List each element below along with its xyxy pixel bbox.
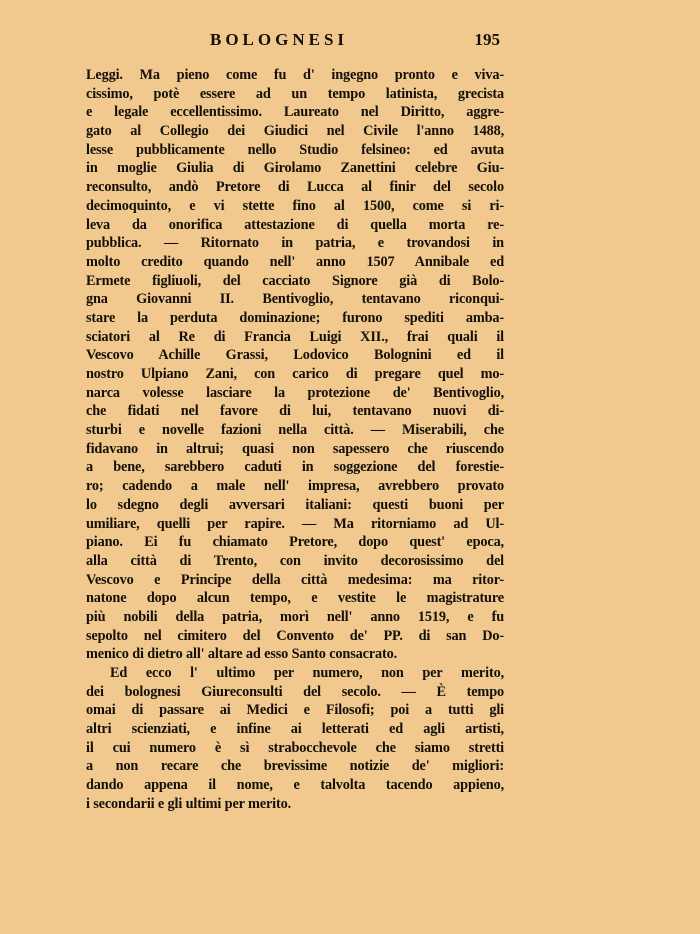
text-line: sturbi e novelle fazioni nella città. — Miserabili, che <box>86 422 504 439</box>
text-line: menico di dietro all' altare ad esso Santo consacrato. <box>86 646 398 663</box>
text-line: sepolto nel cimitero del Convento de' PP. di san Do- <box>86 627 504 644</box>
text-line: e legale eccellentissimo. Laureato nel Diritto, aggre- <box>86 104 504 121</box>
text-line: Vescovo Achille Grassi, Lodovico Bolognini ed il <box>86 347 504 364</box>
text-line: a bene, sarebbero caduti in soggezione del forestie- <box>86 459 504 476</box>
text-line: lesse pubblicamente nello Studio felsineo: ed avuta <box>86 141 504 158</box>
text-line: narca volesse lasciare la protezione de' Bentivoglio, <box>86 384 504 401</box>
text-line: in moglie Giulia di Girolamo Zanettini celebre Giu- <box>86 160 504 177</box>
text-line: reconsulto, andò Pretore di Lucca al finir del secolo <box>86 179 504 196</box>
text-line: gato al Collegio dei Giudici nel Civile l'anno 1488, <box>86 123 504 140</box>
running-title: BOLOGNESI <box>210 30 349 49</box>
text-line: ro; cadendo a male nell' impresa, avrebbero provato <box>86 478 504 495</box>
text-line: i secondarii e gli ultimi per merito. <box>86 795 292 812</box>
text-line: molto credito quando nell' anno 1507 Annibale ed <box>86 253 504 270</box>
page-header <box>86 30 500 54</box>
text-line: natone dopo alcun tempo, e vestite le magistrature <box>86 590 504 607</box>
text-line: alla città di Trento, con invito decorosissimo del <box>86 552 504 569</box>
text-line: sciatori al Re di Francia Luigi XII., frai quali il <box>86 328 504 345</box>
text-line: piano. Ei fu chiamato Pretore, dopo quest' epoca, <box>86 534 504 551</box>
text-line: umiliare, quelli per rapire. — Ma ritorniamo ad Ul- <box>86 515 504 532</box>
text-line: Ermete figliuoli, del cacciato Signore già di Bolo- <box>86 272 504 289</box>
text-line: Ed ecco l' ultimo per numero, non per merito, <box>110 665 504 681</box>
text-line: a non recare che brevissime notizie de' migliori: <box>86 758 504 775</box>
text-line: Leggi. Ma pieno come fu d' ingegno pronto e viva- <box>86 67 504 83</box>
text-line: dei bolognesi Giureconsulti del secolo. — È tempo <box>86 683 504 700</box>
body-text <box>86 66 504 814</box>
text-line: gna Giovanni II. Bentivoglio, tentavano riconqui- <box>86 291 504 308</box>
text-line: dando appena il nome, e talvolta tacendo appieno, <box>86 777 504 794</box>
page-number: 195 <box>474 30 500 49</box>
text-line: nostro Ulpiano Zani, con carico di pregare quel mo- <box>86 366 504 382</box>
text-line: più nobili della patria, morì nell' anno 1519, e fu <box>86 608 504 625</box>
text-line: cissimo, potè essere ad un tempo latinista, grecista <box>86 85 504 102</box>
text-line: altri scienziati, e infine ai letterati ed agli artisti, <box>86 721 504 738</box>
text-line: il cui numero è sì strabocchevole che siamo stretti <box>86 739 504 756</box>
text-line: Vescovo e Principe della città medesima: ma ritor- <box>86 571 504 588</box>
text-line: che fidati nel favore di lui, tentavano nuovi di- <box>86 403 504 420</box>
text-line: stare la perduta dominazione; furono spediti amba- <box>86 309 504 326</box>
text-line: leva da onorifica attestazione di quella morta re- <box>86 216 504 233</box>
text-line: decimoquinto, e vi stette fino al 1500, come si ri- <box>86 197 504 214</box>
text-line: omai di passare ai Medici e Filosofi; poi a tutti gli <box>86 702 504 719</box>
text-line: fidavano in altrui; quasi non sapessero che riuscendo <box>86 440 504 457</box>
text-line: pubblica. — Ritornato in patria, e trovandosi in <box>86 235 504 252</box>
text-line: lo sdegno degli avversari italiani: questi buoni per <box>86 496 504 513</box>
